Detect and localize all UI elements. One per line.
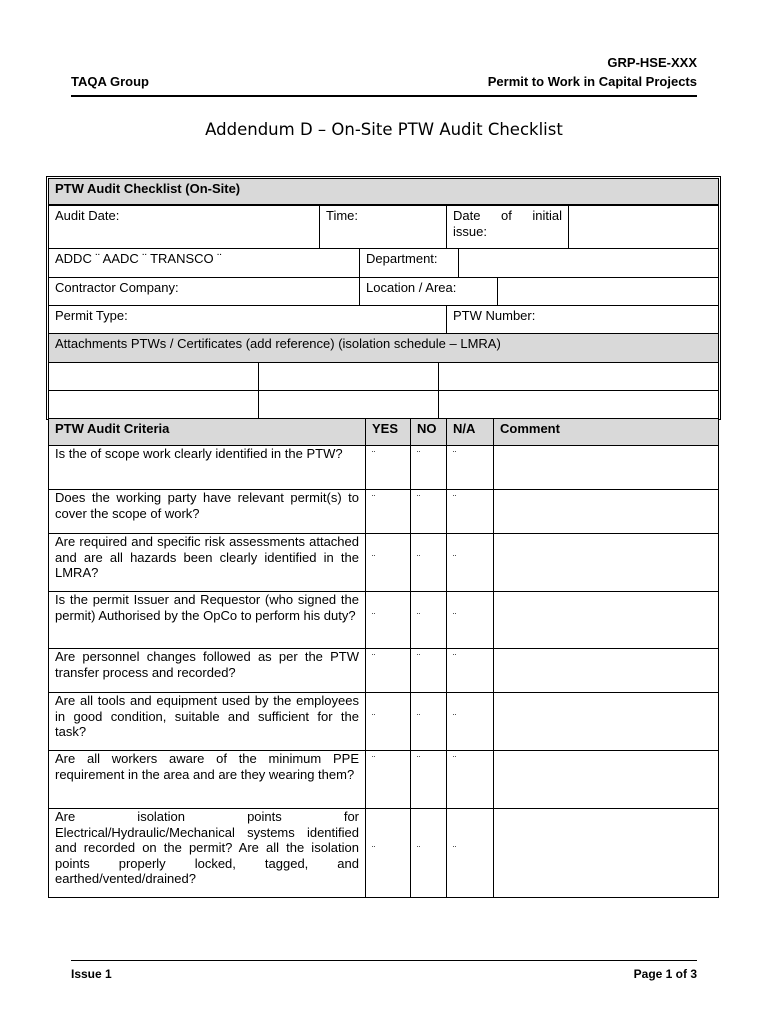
attachment-cell[interactable]: [48, 362, 259, 391]
document-title: Permit to Work in Capital Projects: [487, 74, 697, 89]
footer-rule: [71, 960, 697, 961]
comment-field[interactable]: [493, 445, 719, 490]
yes-checkbox[interactable]: ¨: [365, 692, 411, 751]
yes-checkbox[interactable]: ¨: [365, 533, 411, 592]
comment-field[interactable]: [493, 692, 719, 751]
criteria-question: Are personnel changes followed as per the PTW transfer process and recorded?: [48, 648, 366, 693]
criteria-question: Are all tools and equipment used by the employees in good condition, suitable and sufficient for the task?: [48, 692, 366, 751]
comment-field[interactable]: [493, 489, 719, 534]
form-heading: PTW Audit Checklist (On-Site): [48, 178, 719, 205]
yes-checkbox[interactable]: ¨: [365, 750, 411, 809]
no-column-header: NO: [410, 418, 447, 446]
issue-number: Issue 1: [71, 967, 112, 981]
date-initial-issue-label: Date of initial issue:: [446, 205, 569, 249]
comment-field[interactable]: [493, 591, 719, 649]
no-checkbox[interactable]: ¨: [410, 445, 447, 490]
date-initial-issue-field[interactable]: [568, 205, 719, 249]
department-field[interactable]: [458, 248, 719, 278]
na-checkbox[interactable]: ¨: [446, 591, 494, 649]
criteria-question: Are all workers aware of the minimum PPE requirement in the area and are they wearing them?: [48, 750, 366, 809]
header-rule: [71, 95, 697, 97]
yes-checkbox[interactable]: ¨: [365, 808, 411, 898]
na-checkbox[interactable]: ¨: [446, 808, 494, 898]
comment-field[interactable]: [493, 750, 719, 809]
document-code: GRP-HSE-XXX: [607, 55, 697, 70]
comment-field[interactable]: [493, 648, 719, 693]
location-area-field[interactable]: [497, 277, 719, 306]
criteria-question: Is the of scope work clearly identified in the PTW?: [48, 445, 366, 490]
comment-column-header: Comment: [493, 418, 719, 446]
no-checkbox[interactable]: ¨: [410, 692, 447, 751]
audit-date-field[interactable]: Audit Date:: [48, 205, 320, 249]
attachment-cell[interactable]: [258, 390, 439, 419]
criteria-question: Are required and specific risk assessments attached and are all hazards been clearly identified in the LMRA?: [48, 533, 366, 592]
na-checkbox[interactable]: ¨: [446, 533, 494, 592]
yes-column-header: YES: [365, 418, 411, 446]
na-column-header: N/A: [446, 418, 494, 446]
no-checkbox[interactable]: ¨: [410, 591, 447, 649]
permit-type-field[interactable]: Permit Type:: [48, 305, 447, 334]
time-field[interactable]: Time:: [319, 205, 447, 249]
criteria-question: Does the working party have relevant permit(s) to cover the scope of work?: [48, 489, 366, 534]
no-checkbox[interactable]: ¨: [410, 648, 447, 693]
page-title: Addendum D – On-Site PTW Audit Checklist: [205, 120, 563, 139]
yes-checkbox[interactable]: ¨: [365, 591, 411, 649]
ptw-number-field[interactable]: PTW Number:: [446, 305, 719, 334]
no-checkbox[interactable]: ¨: [410, 808, 447, 898]
page-number: Page 1 of 3: [633, 967, 697, 981]
na-checkbox[interactable]: ¨: [446, 692, 494, 751]
company-selection[interactable]: ADDC ¨ AADC ¨ TRANSCO ¨: [48, 248, 360, 278]
attachment-cell[interactable]: [438, 362, 719, 391]
attachments-heading: Attachments PTWs / Certificates (add reference) (isolation schedule – LMRA): [48, 333, 719, 363]
na-checkbox[interactable]: ¨: [446, 750, 494, 809]
no-checkbox[interactable]: ¨: [410, 750, 447, 809]
department-label: Department:: [359, 248, 459, 278]
attachment-cell[interactable]: [258, 362, 439, 391]
criteria-question: Is the permit Issuer and Requestor (who signed the permit) Authorised by the OpCo to perform his duty?: [48, 591, 366, 649]
comment-field[interactable]: [493, 808, 719, 898]
no-checkbox[interactable]: ¨: [410, 533, 447, 592]
attachment-cell[interactable]: [438, 390, 719, 419]
organization-name: TAQA Group: [71, 74, 149, 89]
no-checkbox[interactable]: ¨: [410, 489, 447, 534]
contractor-company-field[interactable]: Contractor Company:: [48, 277, 360, 306]
yes-checkbox[interactable]: ¨: [365, 445, 411, 490]
na-checkbox[interactable]: ¨: [446, 445, 494, 490]
attachment-cell[interactable]: [48, 390, 259, 419]
na-checkbox[interactable]: ¨: [446, 648, 494, 693]
comment-field[interactable]: [493, 533, 719, 592]
location-area-label: Location / Area:: [359, 277, 498, 306]
yes-checkbox[interactable]: ¨: [365, 489, 411, 534]
yes-checkbox[interactable]: ¨: [365, 648, 411, 693]
criteria-column-header: PTW Audit Criteria: [48, 418, 366, 446]
na-checkbox[interactable]: ¨: [446, 489, 494, 534]
criteria-question: Are isolation points for Electrical/Hydraulic/Mechanical systems identified and recorded on the permit? Are all the isolation points properly locked, tagged, and earthed/vented/drained?: [48, 808, 366, 898]
